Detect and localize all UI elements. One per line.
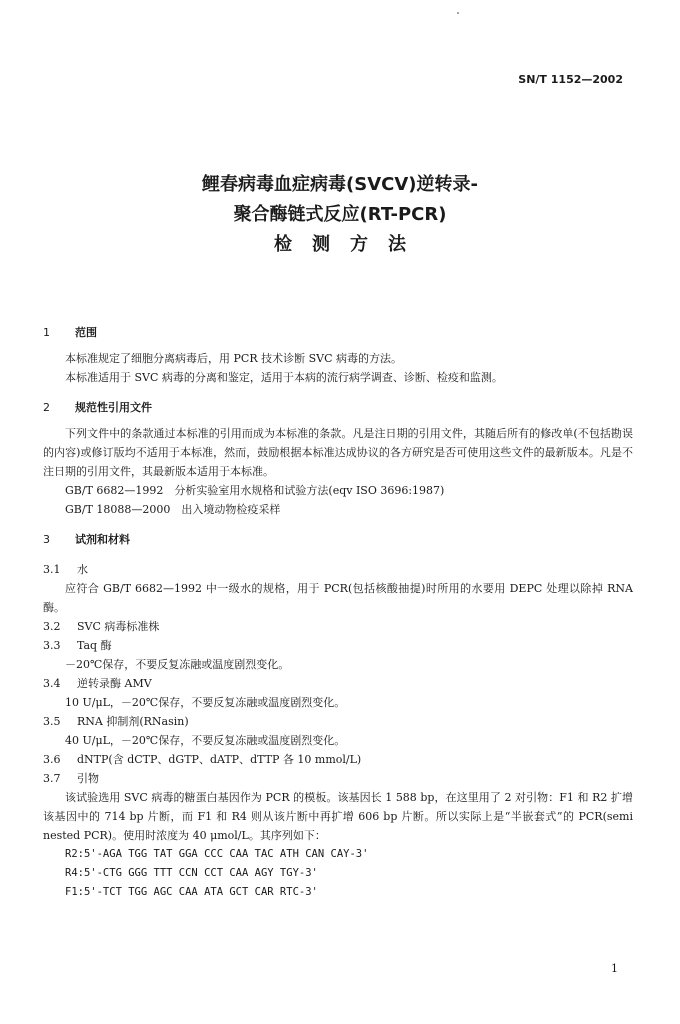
subsection-number: 3.4: [43, 677, 61, 690]
normative-reference: GB/T 18088—2000 出入境动物检疫采样: [65, 503, 281, 516]
document-body: [43, 323, 633, 902]
section-number: 2: [43, 401, 50, 414]
subsection-number: 3.5: [43, 715, 61, 728]
scan-speck: [457, 12, 459, 14]
subsection-number: 3.1: [43, 563, 61, 576]
paragraph: 本标准适用于 SVC 病毒的分离和鉴定，适用于本病的流行病学调查、诊断、检疫和监测。: [65, 371, 503, 384]
primer-sequence: R2:5'-AGA TGG TAT GGA CCC CAA TAC ATH CAN CAY-3': [65, 848, 369, 860]
primer-sequence: F1:5'-TCT TGG AGC CAA ATA GCT CAR RTC-3': [65, 886, 318, 898]
subsection-number: 3.6: [43, 753, 61, 766]
section-title: 范围: [75, 326, 97, 339]
subsection-number: 3.3: [43, 639, 61, 652]
paragraph: 40 U/μL，－20℃保存，不要反复冻融或温度剧烈变化。: [65, 734, 346, 747]
subsection-title: 引物: [77, 772, 99, 785]
subsection-heading: [43, 674, 633, 693]
subsection-heading: [43, 636, 633, 655]
title-line-1: 鲤春病毒血症病毒(SVCV)逆转录-: [202, 174, 478, 195]
paragraph: －20℃保存，不要反复冻融或温度剧烈变化。: [65, 658, 290, 671]
document-title: [0, 170, 680, 260]
paragraph: 10 U/μL，－20℃保存，不要反复冻融或温度剧烈变化。: [65, 696, 346, 709]
standard-code: SN/T 1152—2002: [518, 73, 623, 86]
subsection-heading: [43, 769, 633, 788]
normative-reference: GB/T 6682—1992 分析实验室用水规格和试验方法(eqv ISO 3696:1987): [65, 484, 445, 497]
subsection-heading: [43, 712, 633, 731]
paragraph: 应符合 GB/T 6682—1992 中一级水的规格，用于 PCR(包括核酸抽提)时所用的水要用 DEPC 处理以除掉 RNA 酶。: [43, 582, 633, 614]
primer-sequence: R4:5'-CTG GGG TTT CCN CCT CAA AGY TGY-3': [65, 867, 318, 879]
page-number: 1: [611, 962, 618, 975]
paragraph: 该试验选用 SVC 病毒的糖蛋白基因作为 PCR 的模板。该基因长 1 588 bp，在这里用了 2 对引物：F1 和 R2 扩增该基因中的 714 bp 片断，而 F1 和 R4 则从该片断中再扩增 606 bp 片断。所以实际上是“半嵌套式”的 PCR(semi nested PCR)。使用时浓度为 40 μmol/L。其序列如下：: [43, 791, 633, 842]
section-title: 试剂和材料: [75, 533, 130, 546]
subsection-title: Taq 酶: [77, 639, 112, 652]
section-title: 规范性引用文件: [75, 401, 152, 414]
subsection-title: 水: [77, 563, 88, 576]
subsection-title: dNTP(含 dCTP、dGTP、dATP、dTTP 各 10 mmol/L): [77, 753, 362, 766]
section-1-heading: [43, 323, 633, 342]
section-number: 1: [43, 326, 50, 339]
subsection-number: 3.2: [43, 620, 61, 633]
title-line-2: 聚合酶链式反应(RT-PCR): [233, 204, 447, 225]
subsection-heading: [43, 617, 633, 636]
subsection-title: RNA 抑制剂(RNasin): [77, 715, 189, 728]
section-number: 3: [43, 533, 50, 546]
section-2-heading: [43, 398, 633, 417]
paragraph: 本标准规定了细胞分离病毒后，用 PCR 技术诊断 SVC 病毒的方法。: [65, 352, 402, 365]
subsection-number: 3.7: [43, 772, 61, 785]
subsection-title: SVC 病毒标准株: [77, 620, 160, 633]
subsection-title: 逆转录酶 AMV: [77, 677, 152, 690]
subsection-heading: [43, 750, 633, 769]
section-3-heading: [43, 530, 633, 549]
title-line-3: 检测方法: [274, 234, 426, 255]
paragraph: 下列文件中的条款通过本标准的引用而成为本标准的条款。凡是注日期的引用文件，其随后所有的修改单(不包括勘误的内容)或修订版均不适用于本标准，然而，鼓励根据本标准达成协议的各方研究是否可使用这些文件的最新版本。凡是不注日期的引用文件，其最新版本适用于本标准。: [43, 427, 633, 478]
subsection-heading: [43, 560, 633, 579]
